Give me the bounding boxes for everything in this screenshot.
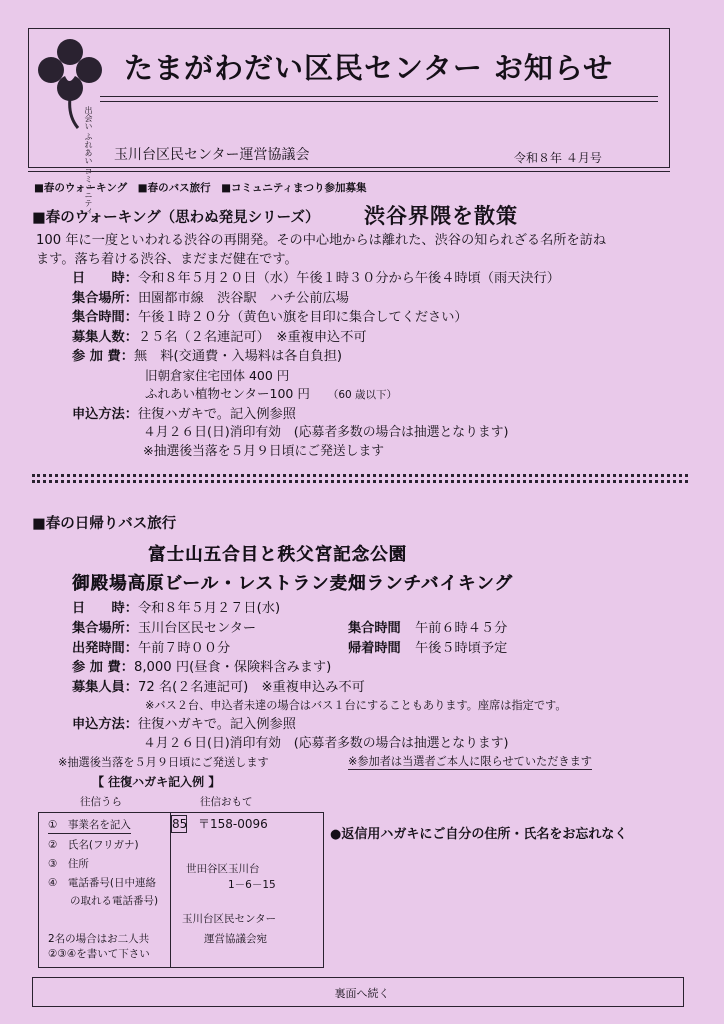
field-label: 募集人員： [72,680,138,695]
postcard-left-caption: 往信うら [80,796,122,808]
postcard-item: ③ 住所 [48,858,89,870]
fee-extra-note: （60 歳以下） [327,389,398,401]
bus-capacity [72,679,365,697]
clover-logo-icon [34,36,106,132]
bus-title: 富士山五合目と秩父宮記念公園 [148,545,407,565]
section-divider [32,474,688,477]
field-value: 往復ハガキで。記入例参照 [137,407,296,422]
bus-meet-time [348,620,507,638]
field-label: 日 時： [72,601,138,616]
postcard-item: ② 氏名(フリガナ) [48,839,139,851]
field-label: 集合場所： [72,291,138,306]
postcard-address: 世田谷区玉川台 [186,863,260,875]
walking-date [72,270,560,288]
postcard-item: ① 事業名を記入 [48,818,131,834]
page-title: たまがわだい区民センター お知らせ [124,51,614,85]
bus-depart [72,640,230,658]
bus-note: ※バス２台、申込者未達の場合はバス１台にすることもあります。座席は指定です。 [145,699,567,712]
postcard-pair-note: ②③④を書いて下さい [48,948,150,960]
field-value: 午前６時４５分 [414,621,508,636]
bus-title: 御殿場高原ビール・レストラン麦畑ランチバイキング [72,574,513,594]
bus-apply [72,716,296,734]
field-value: 72 名(２名連記可) ※重複申込み不可 [137,680,365,695]
tagline: コミュニティ [84,167,93,216]
field-label: 参 加 費： [72,349,134,364]
taglines [83,106,93,215]
bus-date [72,600,280,618]
field-value: ２５名（２名連記可） ※重複申込不可 [137,330,367,345]
field-value: 午後５時頃予定 [414,641,508,656]
title-rule [100,101,658,102]
field-label: 集合時間： [72,310,138,325]
walking-fee [72,348,342,366]
title-rule [100,96,658,97]
walking-fee-extra [145,385,397,404]
continue-note: 裏面へ続く [334,987,390,1000]
walking-notice: ※抽選後当落を５月９日頃にご発送します [143,444,385,459]
bus-heading: ■春の日帰りバス旅行 [32,516,177,532]
field-label: 日 時： [72,271,138,286]
field-label: 申込方法： [72,407,138,422]
field-label: 帰着時間 [348,641,401,656]
field-label: 集合場所： [72,621,138,636]
field-label: 出発時間： [72,641,138,656]
field-value: 令和８年５月２７日(水) [137,601,281,616]
postcard-pair-note: 2名の場合はお二人共 [48,933,150,945]
bus-meet [72,620,256,638]
walking-apply [72,406,296,424]
council-name: 玉川台区民センター運営協議会 [114,147,310,163]
field-value: 玉川台区民センター [137,621,257,636]
fee-extra-text: ふれあい植物センター100 円 [145,386,310,401]
walking-intro: 100 年に一度といわれる渋谷の再開発。その中心地からは離れた、渋谷の知られざる名所を訪ね [36,233,607,248]
bus-deadline: ４月２６日(日)消印有効 (応募者多数の場合は抽選となります) [143,736,509,751]
field-label: 集合時間 [348,621,401,636]
field-value: 8,000 円(昼食・保険料含みます) [133,660,332,675]
postcard-item: の取れる電話番号) [70,895,159,907]
walking-heading: ■春のウォーキング（思わぬ発見シリーズ） [32,210,320,226]
postcard-item: ④ 電話番号(日中連絡 [48,877,157,889]
bus-arrive [348,640,507,658]
field-label: 参 加 費： [72,660,134,675]
header-rule [28,171,670,172]
postcard-address: 1－6－15 [228,879,276,891]
postcard-zip: 〒158-0096 [198,817,268,831]
field-value: 田園都市線 渋谷駅 ハチ公前広場 [137,291,349,306]
postcard-heading: 【 往復ハガキ記入例 】 [92,775,221,789]
bus-fee [72,659,331,677]
field-label: 申込方法： [72,717,138,732]
tagline: ふれあい [84,132,93,165]
reminder: ●返信用ハガキにご自分の住所・氏名をお忘れなく [330,827,628,842]
walking-time [72,309,468,327]
walking-title: 渋谷界隈を散策 [364,204,518,228]
walking-deadline: ４月２６日(日)消印有効 (応募者多数の場合は抽選となります) [143,425,509,440]
field-value: 午後１時２０分（黄色い旗を目印に集合してください） [137,310,468,325]
participant-note: ※参加者は当選者ご本人に限らせていただきます [348,755,592,768]
walking-capacity [72,329,367,347]
issue-date: 令和８年 ４月号 [514,151,602,165]
field-value: 無 料(交通費・入場料は各自負担) [133,349,343,364]
field-value: 往復ハガキで。記入例参照 [137,717,296,732]
tagline: 出会い [84,106,93,130]
postcard-recipient: 運営協議会宛 [204,933,267,945]
walking-meet [72,290,349,308]
walking-fee-extra: 旧朝倉家住宅団体 400 円 [145,368,290,383]
bus-notice: ※抽選後当落を５月９日頃にご発送します [58,756,269,769]
postcard-zip-box: 85 [172,817,188,831]
walking-intro: ます。落ち着ける渋谷、まだまだ健在です。 [36,252,298,267]
field-value: 令和８年５月２０日（水）午後１時３０分から午後４時頃（雨天決行） [137,271,560,286]
field-value: 午前７時００分 [137,641,231,656]
field-label: 募集人数： [72,330,138,345]
topics-line: ■春のウォーキング ■春のバス旅行 ■コミュニティまつり参加募集 [34,182,367,194]
postcard-recipient: 玉川台区民センター [182,913,277,925]
postcard-divider [170,812,171,968]
postcard-right-caption: 往信おもて [200,796,253,808]
section-divider [32,480,688,483]
